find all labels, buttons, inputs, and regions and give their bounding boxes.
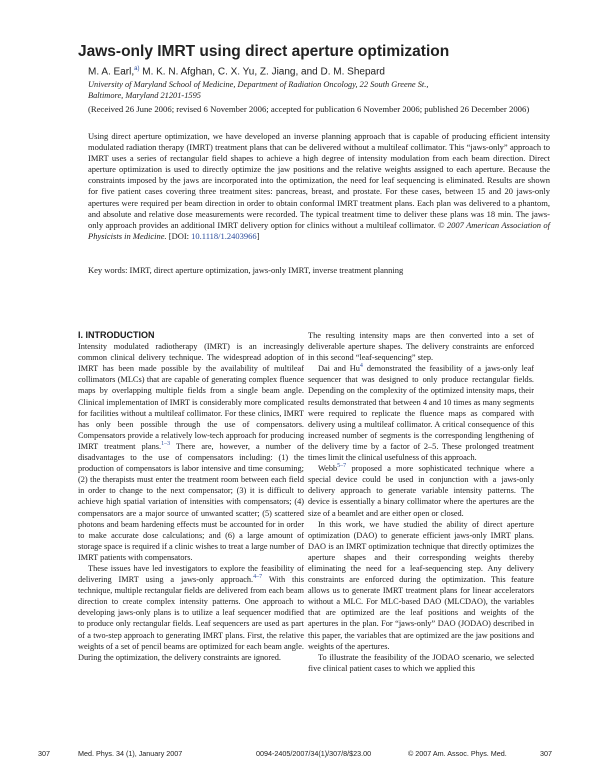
footer-copyright: © 2007 Am. Assoc. Phys. Med. xyxy=(408,749,507,758)
journal-citation: Med. Phys. 34 (1), January 2007 xyxy=(78,749,183,758)
authors-first: M. A. Earl, xyxy=(88,66,135,78)
paragraph-text: Webb xyxy=(318,464,338,474)
paragraph-text: Dai and Hu xyxy=(318,364,360,374)
page-number-left: 307 xyxy=(38,749,50,758)
paragraph: To illustrate the feasibility of the JODAO scenario, we selected five clinical patient cases to which we applied this xyxy=(308,652,534,673)
right-column xyxy=(308,330,534,674)
page-number-right: 307 xyxy=(540,749,552,758)
doi-prefix: [DOI: xyxy=(168,230,192,241)
abstract xyxy=(88,131,550,242)
section-heading: I. INTRODUCTION xyxy=(78,330,155,340)
citation-ref[interactable]: 4 xyxy=(359,363,363,370)
paragraph-text: These issues have led investigators to explore the feasibility of delivering IMRT using a jaws-only approach. xyxy=(78,563,304,585)
paragraph: The resulting intensity maps are then converted into a set of deliverable aperture shapes. The delivery constraints are enforced in this second “leaf-sequencing” step. xyxy=(308,331,534,363)
citation-ref[interactable]: 1–3 xyxy=(161,441,171,448)
doi-suffix: ] xyxy=(256,230,260,241)
abstract-copyright: © 2007 American Association of Physicists in Medicine. xyxy=(88,219,550,241)
affiliation-line: University of Maryland School of Medicine, Department of Radiation Oncology, 22 South Greene St., xyxy=(88,80,429,89)
paragraph xyxy=(78,341,304,563)
paragraph-text: demonstrated the feasibility of a jaws-only leaf sequencer that was designed to only produce rectangular fields. Depending on the complexity of the optimized intensity maps, their results demonstrated that between 4 and 10 times as many segments were required to replicate the fluence maps as compared with delivery using a multileaf collimator. A critical consequence of this increased number of segments is the corresponding lengthening of the delivery time by a factor of 2–5. These prolonged treatment times limit the clinical usefulness of this approach. xyxy=(308,364,535,463)
affiliation xyxy=(88,80,548,101)
paragraph-text: With this technique, multiple rectangular fields are delivered from each beam direction to create complex intensity patterns. One approach to developing jaws-only plans is to utilize a leaf sequencer modified to produce only rectangular fields. Leaf sequencers are used as part of a two-step approach to generating IMRT plans. First, the relative weights of a set of pencil beams are optimized for each beam angle. During the optimization, the delivery constraints are ignored. xyxy=(78,575,304,662)
paragraph xyxy=(308,463,534,518)
paragraph xyxy=(78,563,304,663)
paragraph-text: There are, however, a number of disadvantages to the use of compensators including: (1) the production of compensators is labor intensive and time consuming; (2) the therapists must enter the treatment room between each field in order to change to the next compensator; (3) it is difficult to achieve high spatial variation of intensities with compensators; (4) compensators are a major source of unwanted scatter; (5) scattered photons and beam hardening effects must be accounted for in order to make accurate dose calculations; and (6) a large amount of storage space is required if a clinic wishes to treat a large number of IMRT patients with compensators. xyxy=(78,441,304,562)
affiliation-line: Baltimore, Maryland 21201-1595 xyxy=(88,90,201,100)
paragraph xyxy=(308,363,534,463)
doi-link[interactable]: 10.1118/1.2403966 xyxy=(191,230,257,241)
author-footnote-marker[interactable]: a) xyxy=(134,66,140,72)
article-title: Jaws-only IMRT using direct aperture optimization xyxy=(78,43,450,60)
left-column xyxy=(78,330,304,663)
paragraph-text: Intensity modulated radiotherapy (IMRT) is an increasingly common clinical delivery technique. The widespread adoption of IMRT has been made possible by the availability of multileaf collimators (MLCs) that are capable of generating complex fluence maps by overlapping multiple fields from a single beam angle. Clinical implementation of IMRT is considerably more complicated for facilities without a multileaf collimator. For these clinics, IMRT has only been possible through the use of compensators. Compensators provide a relatively low-tech approach for producing IMRT treatment plans. xyxy=(78,342,304,451)
article-code: 0094-2405/2007/34(1)/307/8/$23.00 xyxy=(256,749,372,758)
abstract-text: Using direct aperture optimization, we have developed an inverse planning approach that is capable of producing efficient intensity modulated radiation therapy (IMRT) treatment plans that can be delivered without a multileaf collimator. This “jaws-only” approach to IMRT uses a series of rectangular field shapes to achieve a high degree of intensity modulation from each beam direction. Direct aperture optimization is used to directly optimize the jaw positions and the relative weights assigned to each aperture. Because the constraints imposed by the jaws are incorporated into the optimization, the need for leaf sequencing is eliminated. Results are shown for five patient cases covering three treatment sites: pancreas, breast, and prostate. For these cases, between 15 and 20 jaws-only apertures were required per beam direction in order to obtain conformal IMRT treatment plans. Each plan was delivered to a phantom, and absolute and relative dose measurements were recorded. The typical treatment time to deliver these plans was 18 min. The jaws-only approach provides an additional IMRT delivery option for clinics without a multileaf collimator. xyxy=(88,131,550,230)
received-dates: (Received 26 June 2006; revised 6 November 2006; accepted for publication 6 November 2006; published 26 December 2006) xyxy=(88,104,530,114)
author-list xyxy=(88,66,558,77)
authors-rest: M. K. N. Afghan, C. X. Yu, Z. Jiang, and D. M. Shepard xyxy=(142,66,385,78)
citation-ref[interactable]: 4–7 xyxy=(253,574,263,581)
paragraph-text: proposed a more sophisticated technique where a special device could be used in conjunction with a jaws-only delivery approach to generate variable intensity patterns. The device is essentially a binary collimator where the apertures are the size of a beamlet and are either open or closed. xyxy=(308,464,534,518)
paragraph: In this work, we have studied the ability of direct aperture optimization (DAO) to generate efficient jaws-only IMRT plans. DAO is an IMRT optimization technique that directly optimizes the aperture shapes and their corresponding weights thereby eliminating the need for a leaf-sequencing step. Any delivery constraints are enforced during the optimization. This feature allows us to generate IMRT treatment plans for linear accelerators without a MLC. For MLC-based DAO (MLCDAO), the variables that are optimized are the leaf positions and weights of the apertures in the plan. For “jaws-only” DAO (JODAO) described in this paper, the variables that are optimized are the jaw positions and weights of the apertures. xyxy=(308,519,534,651)
citation-ref[interactable]: 5–7 xyxy=(337,463,347,470)
keywords: Key words: IMRT, direct aperture optimization, jaws-only IMRT, inverse treatment planning xyxy=(88,265,404,275)
